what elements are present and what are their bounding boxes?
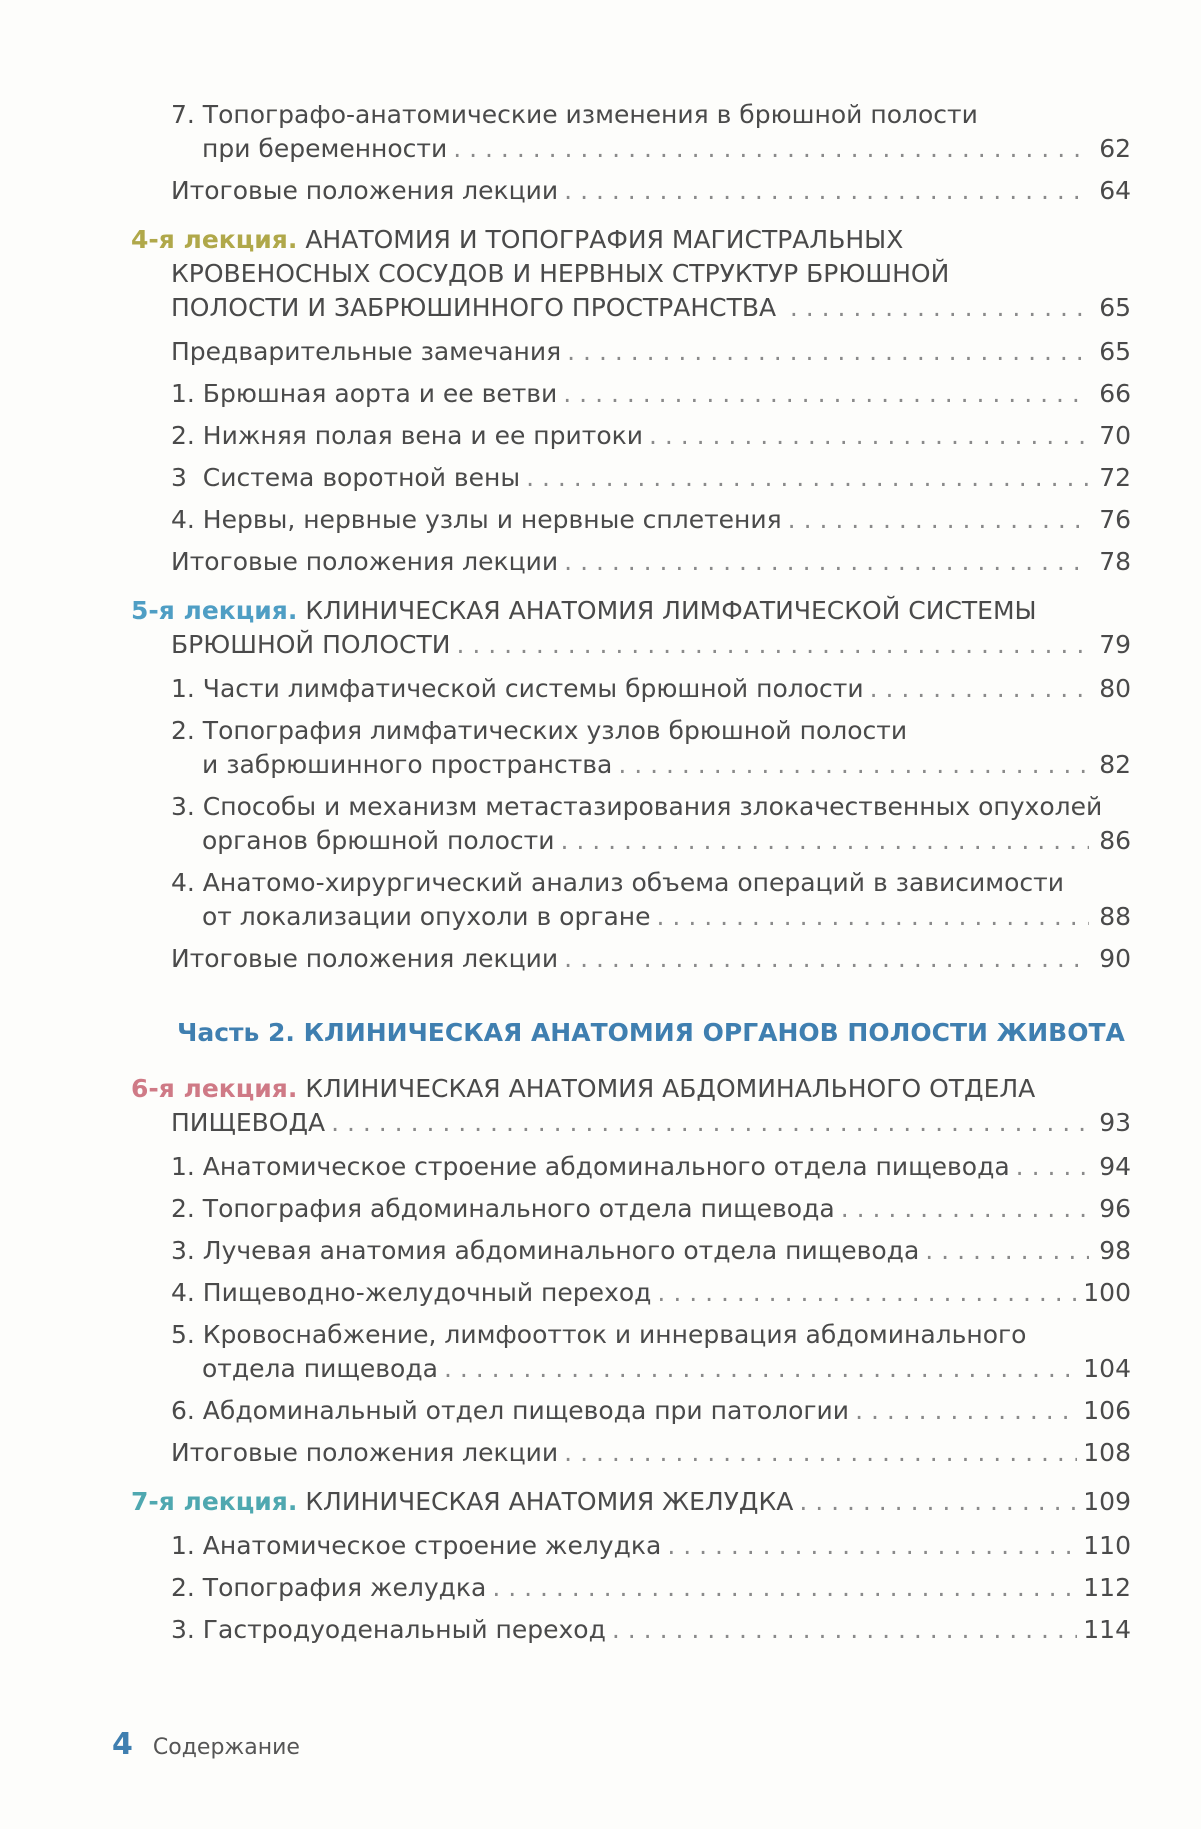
toc-page-number: 79 <box>1099 630 1131 659</box>
leader-dots <box>564 174 1089 208</box>
leader-dots <box>444 1352 1077 1386</box>
toc-entry[interactable] <box>131 1276 1131 1310</box>
lecture-heading-6[interactable] <box>131 1072 1131 1140</box>
lecture-title: КРОВЕНОСНЫХ СОСУДОВ И НЕРВНЫХ СТРУКТУР БРЮШНОЙ <box>171 259 950 288</box>
page-footer <box>112 1727 300 1762</box>
toc-entry[interactable] <box>131 377 1131 411</box>
toc-page-number: 106 <box>1083 1396 1131 1425</box>
lecture-title: КЛИНИЧЕСКАЯ АНАТОМИЯ АБДОМИНАЛЬНОГО ОТДЕЛА <box>305 1074 1036 1103</box>
toc-entry[interactable] <box>131 866 1131 934</box>
toc-entry-text: 3. Лучевая анатомия абдоминального отдела пищевода <box>171 1236 920 1265</box>
toc-entry-text: 2. Топография лимфатических узлов брюшной полости <box>171 716 908 745</box>
leader-dots <box>799 1485 1077 1519</box>
leader-dots <box>453 132 1089 166</box>
toc-page-number: 88 <box>1099 902 1131 931</box>
toc-entry-text: Итоговые положения лекции <box>171 176 559 205</box>
leader-dots <box>564 1436 1077 1470</box>
toc-entry-text: органов брюшной полости <box>202 826 555 855</box>
toc-entry[interactable] <box>131 942 1131 976</box>
toc-page-number: 104 <box>1083 1354 1131 1383</box>
toc-page-number: 90 <box>1099 944 1131 973</box>
toc-page-number: 114 <box>1083 1615 1131 1644</box>
toc-entry[interactable] <box>131 174 1131 208</box>
toc-page-number: 65 <box>1099 293 1131 322</box>
leader-dots <box>618 748 1089 782</box>
toc-page-number: 80 <box>1099 674 1131 703</box>
lecture-title: БРЮШНОЙ ПОЛОСТИ <box>171 630 451 659</box>
toc-page-number: 82 <box>1099 750 1131 779</box>
toc-page-number: 109 <box>1083 1487 1131 1516</box>
toc-entry-text: от локализации опухоли в органе <box>202 902 651 931</box>
toc-page-number: 65 <box>1099 337 1131 366</box>
lecture-title: КЛИНИЧЕСКАЯ АНАТОМИЯ ЖЕЛУДКА <box>305 1487 794 1516</box>
toc-entry-text: 4. Анатомо-хирургический анализ объема операций в зависимости <box>171 868 1064 897</box>
leader-dots <box>1016 1150 1089 1184</box>
toc-page-number: 76 <box>1099 505 1131 534</box>
leader-dots <box>567 335 1089 369</box>
toc-entry[interactable] <box>131 1394 1131 1428</box>
leader-dots <box>870 672 1089 706</box>
lecture-title: ПИЩЕВОДА <box>171 1108 326 1137</box>
toc-entry-text: 2. Топография абдоминального отдела пищевода <box>171 1194 835 1223</box>
leader-dots <box>788 503 1089 537</box>
toc-page-number: 98 <box>1099 1236 1131 1265</box>
lecture-title: КЛИНИЧЕСКАЯ АНАТОМИЯ ЛИМФАТИЧЕСКОЙ СИСТЕМЫ <box>305 596 1037 625</box>
toc-entry[interactable] <box>131 335 1131 369</box>
toc-entry-text: 7. Топографо-анатомические изменения в брюшной полости <box>171 100 978 129</box>
leader-dots <box>649 419 1089 453</box>
lecture-title: ПОЛОСТИ И ЗАБРЮШИННОГО ПРОСТРАНСТВА <box>171 293 777 322</box>
toc-entry-text: и забрюшинного пространства <box>202 750 613 779</box>
toc-entry[interactable] <box>131 1150 1131 1184</box>
toc-page-number: 72 <box>1099 463 1131 492</box>
toc-entry-text: 6. Абдоминальный отдел пищевода при патологии <box>171 1396 850 1425</box>
leader-dots <box>612 1613 1077 1647</box>
toc-page-number: 64 <box>1099 176 1131 205</box>
toc-page-number: 93 <box>1099 1108 1131 1137</box>
toc-entry[interactable] <box>131 1571 1131 1605</box>
toc-entry[interactable] <box>131 545 1131 579</box>
toc-entry[interactable] <box>131 714 1131 782</box>
leader-dots <box>331 1106 1089 1140</box>
part-heading: Часть 2. КЛИНИЧЕСКАЯ АНАТОМИЯ ОРГАНОВ ПОЛОСТИ ЖИВОТА <box>177 1018 1125 1047</box>
leader-dots <box>657 900 1089 934</box>
toc-entry[interactable] <box>131 461 1131 495</box>
leader-dots <box>855 1394 1077 1428</box>
toc-entry[interactable] <box>131 1529 1131 1563</box>
leader-dots <box>667 1529 1077 1563</box>
leader-dots <box>657 1276 1077 1310</box>
lecture-heading-7[interactable] <box>131 1485 1131 1519</box>
leader-dots <box>456 628 1089 662</box>
toc-entry-text: 1. Брюшная аорта и ее ветви <box>171 379 558 408</box>
toc-entry[interactable] <box>131 672 1131 706</box>
toc-entry-text: Предварительные замечания <box>171 337 562 366</box>
lecture-heading-5[interactable] <box>131 594 1131 662</box>
leader-dots <box>564 545 1089 579</box>
toc-entry-text: Итоговые положения лекции <box>171 944 559 973</box>
leader-dots <box>492 1571 1077 1605</box>
toc-entry[interactable] <box>131 1234 1131 1268</box>
toc-page-number: 100 <box>1083 1278 1131 1307</box>
lecture-label: 7-я лекция. <box>131 1487 298 1516</box>
leader-dots <box>782 291 1089 325</box>
toc-page-number: 108 <box>1083 1438 1131 1467</box>
toc-page-number: 110 <box>1083 1531 1131 1560</box>
toc-page-number: 70 <box>1099 421 1131 450</box>
toc-entry-text: 1. Анатомическое строение желудка <box>171 1531 662 1560</box>
running-title: Содержание <box>152 1735 300 1760</box>
toc-page-number: 62 <box>1099 134 1131 163</box>
toc-entry-text: 5. Кровоснабжение, лимфоотток и иннервация абдоминального <box>171 1320 1027 1349</box>
toc-entry-text: 1. Анатомическое строение абдоминального отдела пищевода <box>171 1152 1010 1181</box>
toc-entry[interactable] <box>131 419 1131 453</box>
toc-entry-text: отдела пищевода <box>202 1354 438 1383</box>
toc-entry[interactable] <box>131 1436 1131 1470</box>
toc-entry-text: 4. Нервы, нервные узлы и нервные сплетения <box>171 505 782 534</box>
toc-entry-text: 3. Способы и механизм метастазирования злокачественных опухолей <box>171 792 1103 821</box>
toc-entry-text: 3. Гастродуоденальный переход <box>171 1615 606 1644</box>
toc-page-number: 86 <box>1099 826 1131 855</box>
leader-dots <box>560 824 1089 858</box>
lecture-label: 5-я лекция. <box>131 596 298 625</box>
toc-entry-text: 2. Нижняя полая вена и ее притоки <box>171 421 643 450</box>
toc-entry[interactable] <box>131 98 1131 166</box>
toc-entry[interactable] <box>131 1318 1131 1386</box>
toc-entry-text: 4. Пищеводно-желудочный переход <box>171 1278 652 1307</box>
toc-entry[interactable] <box>131 503 1131 537</box>
toc-entry-text: Итоговые положения лекции <box>171 1438 559 1467</box>
toc-entry-text: 3 Система воротной вены <box>171 463 521 492</box>
leader-dots <box>564 942 1089 976</box>
toc-entry-text: при беременности <box>202 134 448 163</box>
toc-entry[interactable] <box>131 1613 1131 1647</box>
toc-page-number: 66 <box>1099 379 1131 408</box>
toc-entry-text: 1. Части лимфатической системы брюшной полости <box>171 674 864 703</box>
toc-entry[interactable] <box>131 1192 1131 1226</box>
lecture-label: 6-я лекция. <box>131 1074 298 1103</box>
leader-dots <box>841 1192 1089 1226</box>
lecture-label: 4-я лекция. <box>131 225 298 254</box>
toc-page-number: 96 <box>1099 1194 1131 1223</box>
leader-dots <box>526 461 1089 495</box>
toc-entry[interactable] <box>131 790 1131 858</box>
toc-page-number: 94 <box>1099 1152 1131 1181</box>
page-number: 4 <box>112 1727 133 1762</box>
leader-dots <box>925 1234 1089 1268</box>
lecture-title: АНАТОМИЯ И ТОПОГРАФИЯ МАГИСТРАЛЬНЫХ <box>305 225 904 254</box>
toc-entry-text: Итоговые положения лекции <box>171 547 559 576</box>
toc-entry-text: 2. Топография желудка <box>171 1573 487 1602</box>
toc-page-number: 78 <box>1099 547 1131 576</box>
leader-dots <box>563 377 1089 411</box>
lecture-heading-4[interactable] <box>131 223 1131 325</box>
toc-page-number: 112 <box>1083 1573 1131 1602</box>
table-of-contents <box>131 94 1131 1655</box>
